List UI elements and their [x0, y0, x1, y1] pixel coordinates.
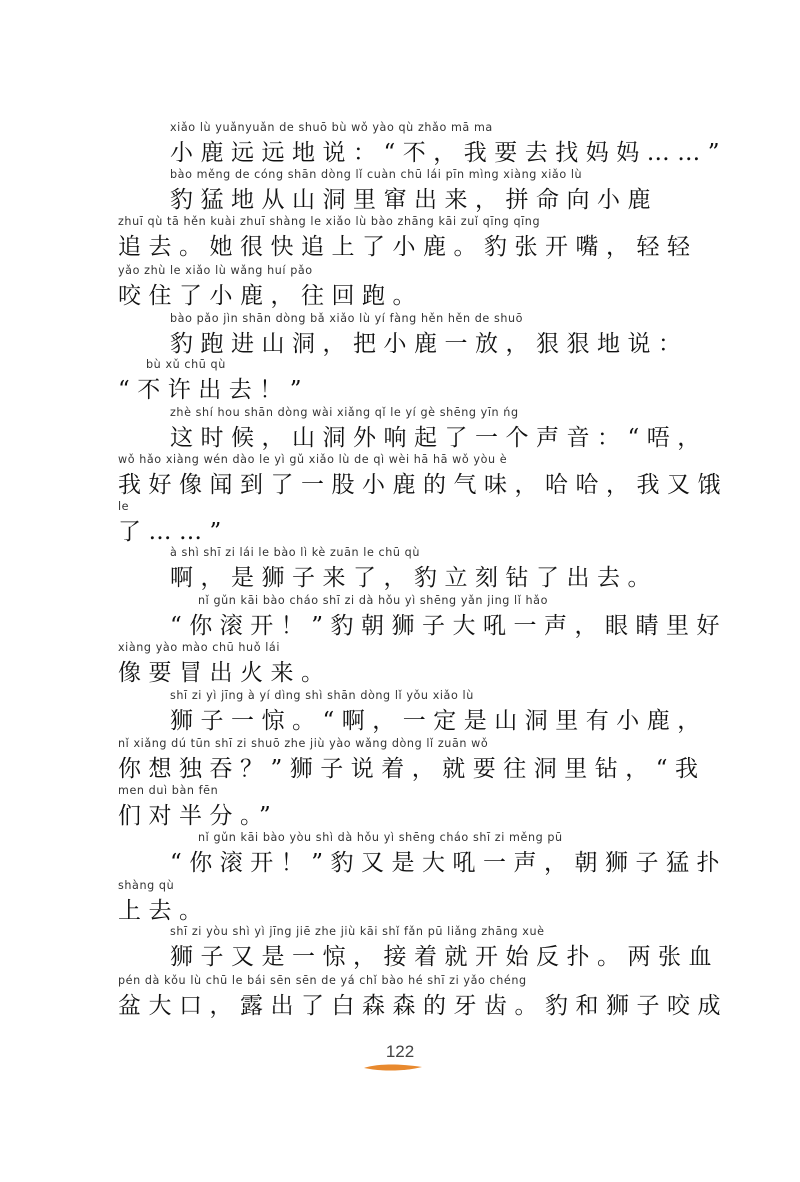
- pinyin-line: bù xǔ chū qù: [146, 357, 226, 371]
- chinese-text-line: 们对半分。”: [118, 803, 279, 829]
- pinyin-line: à shì shī zi lái le bào lì kè zuān le chū qù: [170, 545, 421, 559]
- chinese-text-line: 了……”: [118, 519, 229, 545]
- pinyin-line: zhè shí hou shān dòng wài xiǎng qǐ le yí gè shēng yīn ńg: [170, 405, 519, 419]
- pinyin-line: yǎo zhù le xiǎo lù wǎng huí pǎo: [118, 263, 313, 277]
- chinese-text-line: “不许出去！”: [118, 377, 310, 403]
- chinese-text-line: 小鹿远远地说：“不，我要去找妈妈……”: [170, 140, 728, 166]
- chinese-text-line: 我好像闻到了一股小鹿的气味，哈哈，我又饿: [118, 472, 728, 498]
- chinese-text-line: “你滚开！”豹朝狮子大吼一声，眼睛里好: [170, 613, 728, 639]
- page-number: 122: [385, 1042, 415, 1061]
- chinese-text-line: 狮子一惊。“啊，一定是山洞里有小鹿，: [170, 708, 708, 734]
- chinese-text-line: 这时候，山洞外响起了一个声音：“唔，: [170, 425, 708, 451]
- pinyin-line: xiàng yào mào chū huǒ lái: [118, 640, 281, 654]
- chinese-text-line: 豹跑进山洞，把小鹿一放，狠狠地说：: [170, 331, 689, 357]
- pinyin-line: le: [118, 499, 130, 513]
- pinyin-line: zhuī qù tā hěn kuài zhuī shàng le xiǎo lù bào zhāng kāi zuǐ qīng qīng: [118, 214, 541, 228]
- pinyin-line: bào pǎo jìn shān dòng bǎ xiǎo lù yí fàng hěn hěn de shuō: [170, 311, 524, 325]
- chinese-text-line: 上去。: [118, 898, 210, 924]
- pinyin-line: bào měng de cóng shān dòng lǐ cuàn chū lái pīn mìng xiàng xiǎo lù: [170, 167, 583, 181]
- pinyin-line: shī zi yì jīng à yí dìng shì shān dòng lǐ yǒu xiǎo lù: [170, 688, 474, 702]
- pinyin-line: nǐ gǔn kāi bào cháo shī zi dà hǒu yì shēng yǎn jing lǐ hǎo: [198, 593, 548, 607]
- chinese-text-line: 盆大口，露出了白森森的牙齿。豹和狮子咬成: [118, 993, 728, 1019]
- pinyin-line: shàng qù: [118, 878, 175, 892]
- pinyin-line: pén dà kǒu lù chū le bái sēn sēn de yá chǐ bào hé shī zi yǎo chéng: [118, 973, 527, 987]
- pinyin-line: shī zi yòu shì yì jīng jiē zhe jiù kāi shǐ fǎn pū liǎng zhāng xuè: [170, 924, 545, 938]
- chinese-text-line: 追去。她很快追上了小鹿。豹张开嘴，轻轻: [118, 234, 698, 260]
- brush-stroke-decoration: [362, 1062, 424, 1074]
- pinyin-line: nǐ xiǎng dú tūn shī zi shuō zhe jiù yào wǎng dòng lǐ zuān wǒ: [118, 736, 489, 750]
- chinese-text-line: 像要冒出火来。: [118, 660, 332, 686]
- chinese-text-line: 狮子又是一惊，接着就开始反扑。两张血: [170, 944, 719, 970]
- chinese-text-line: 豹猛地从山洞里窜出来，拼命向小鹿: [170, 187, 658, 213]
- pinyin-line: nǐ gǔn kāi bào yòu shì dà hǒu yì shēng cháo shī zi měng pū: [198, 830, 563, 844]
- chinese-text-line: 你想独吞？”狮子说着，就要往洞里钻，“我: [118, 756, 706, 782]
- chinese-text-line: “你滚开！”豹又是大吼一声，朝狮子猛扑: [170, 850, 728, 876]
- chinese-text-line: 咬住了小鹿，往回跑。: [118, 283, 423, 309]
- pinyin-line: wǒ hǎo xiàng wén dào le yì gǔ xiǎo lù de qì wèi hā hā wǒ yòu è: [118, 452, 508, 466]
- pinyin-line: men duì bàn fēn: [118, 783, 219, 797]
- chinese-text-line: 啊，是狮子来了，豹立刻钻了出去。: [170, 565, 658, 591]
- pinyin-line: xiǎo lù yuǎnyuǎn de shuō bù wǒ yào qù zhǎo mā ma: [170, 120, 493, 134]
